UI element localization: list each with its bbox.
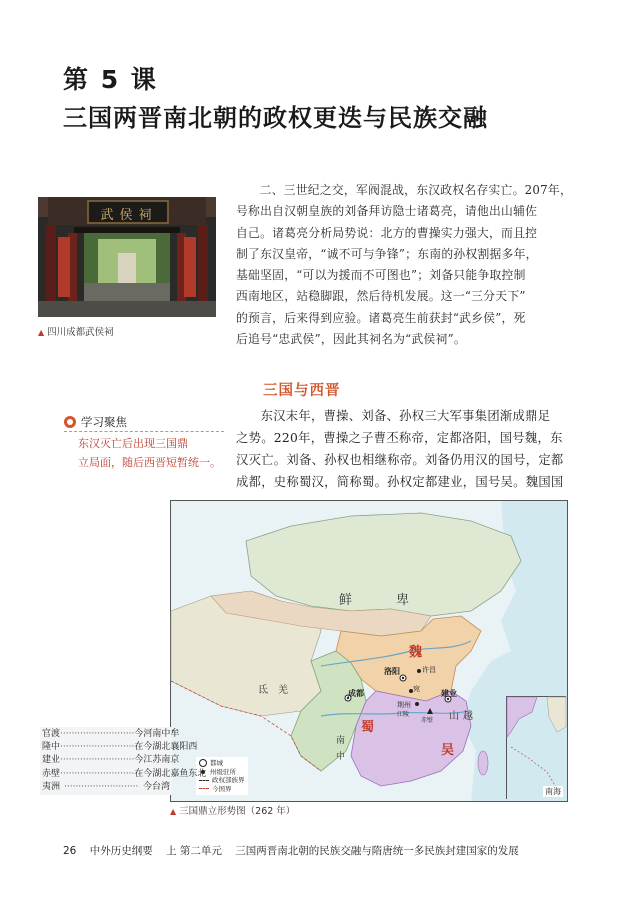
leader-dots: ·························· [60, 742, 135, 753]
place-modern-name: 今台湾 [142, 781, 170, 792]
legend-text: 今国界 [212, 784, 232, 793]
place-name: 隆中 [42, 742, 61, 753]
triangle-marker-icon: ▲ [170, 807, 177, 816]
map-label-xuchang: 许昌 [422, 666, 436, 674]
intro-line: 制了东汉皇帝，“诚不可与争锋”；东南的孙权割据多年， [236, 246, 538, 261]
map-label-wu: 吴 [441, 743, 455, 758]
map-label-di: 氐 [258, 685, 268, 696]
wuhou-shrine-photo [38, 197, 216, 317]
map-label-chibi: 赤壁 [421, 717, 434, 724]
map-label-nanzhong-2: 中 [336, 752, 346, 762]
triangle-marker-icon: ▲ [38, 328, 45, 337]
place-name: 夷洲 [42, 781, 61, 792]
map-label-shanyue-2: 越 [463, 711, 473, 722]
map-label-shanyue-1: 山 [449, 711, 459, 722]
place-list-row [42, 741, 198, 754]
learning-focus-text [78, 434, 228, 472]
map-label-wan: 宛 [413, 685, 420, 693]
intro-line: 的预言，后来得到应验。诸葛亮生前获封“武乡侯”，死 [236, 310, 526, 325]
shrine-plaque-text: 武侯祠 [100, 208, 158, 223]
capital-symbol-icon [199, 759, 207, 767]
inset-sea-label: 南海 [545, 787, 561, 796]
place-modern-name: 今江苏南京 [134, 755, 180, 766]
focus-line: 东汉灭亡后出现三国鼎 [78, 437, 188, 450]
body-line: 汉灭亡。刘备、孙权也相继称帝。刘备仍用汉的国号，定都 [236, 453, 564, 467]
book-title: 中外历史纲要 [89, 845, 153, 857]
intro-line: 西南地区，站稳脚跟，然后待机发展。这一“三分天下” [236, 289, 526, 304]
legend-row-modern [199, 785, 245, 794]
map-caption-text: 三国鼎立形势图（262 年） [179, 806, 296, 817]
leader-dots: ·························· [60, 729, 135, 739]
focus-divider [64, 431, 224, 432]
south-sea-inset [506, 696, 566, 799]
map-label-qiang: 羌 [278, 685, 288, 696]
map-label-chengdu: 成都 [348, 689, 364, 698]
book-volume: 上 [166, 845, 177, 857]
place-list-row [42, 754, 180, 767]
body-paragraph [236, 405, 576, 493]
place-name: 建业 [42, 755, 61, 766]
place-name: 赤壁 [42, 768, 61, 779]
modern-border-icon [199, 788, 209, 789]
learning-focus-title-text: 学习聚焦 [81, 415, 127, 429]
legend-text: 政权部族界 [212, 776, 245, 784]
place-modern-name: 在今湖北嘉鱼东北 [134, 768, 207, 779]
place-list-row [42, 781, 170, 794]
photo-caption-text: 四川成都武侯祠 [47, 327, 114, 338]
focus-line: 立局面，随后西晋短暂统一。 [78, 456, 221, 469]
photo-caption [38, 324, 114, 338]
body-line: 成都，史称蜀汉，简称蜀。孙权定都建业，国号吴。魏国国 [236, 475, 564, 489]
leader-dots: ·························· [64, 781, 139, 792]
map-label-shu: 蜀 [361, 720, 375, 735]
place-list-row [42, 768, 207, 781]
intro-line: 二、三世纪之交，军阀混战，东汉政权名存实亡。207年， [259, 183, 572, 197]
intro-line: 号称出自汉朝皇族的刘备拜访隐士诸葛亮，请他出山辅佐 [236, 204, 538, 219]
place-list-row [42, 728, 180, 741]
map-label-jianye: 建业 [441, 689, 457, 698]
map-label-wei: 魏 [409, 645, 423, 660]
place-name: 官渡 [42, 729, 61, 739]
place-modern-name: 在今湖北襄阳西 [134, 742, 198, 753]
focus-gear-icon [64, 416, 76, 428]
body-line: 东汉末年，曹操、刘备、孙权三大军事集团渐成鼎足 [260, 409, 551, 423]
legend-text: 州级驻所 [210, 767, 236, 776]
body-line: 之势。220年，曹操之子曹丕称帝，定都洛阳，国号魏，东 [236, 431, 563, 445]
place-name-list [40, 727, 207, 795]
map-caption [170, 803, 295, 817]
intro-line: 后追号“忠武侯”，因此其祠名为“武侯祠”。 [236, 332, 466, 347]
unit-title: 三国两晋南北朝的民族交融与隋唐统一多民族封建国家的发展 [235, 845, 519, 857]
intro-paragraph [236, 180, 576, 350]
page-footer [63, 843, 519, 858]
legend-row-capital [199, 759, 245, 768]
map-label-xianbei-2: 卑 [396, 593, 410, 608]
map-label-xianbei-1: 鲜 [339, 593, 353, 608]
section-heading: 三国与西晋 [263, 383, 341, 399]
intro-line: 自己。诸葛亮分析局势说：北方的曹操实力强大，而且控 [236, 225, 538, 240]
page-number: 26 [63, 845, 77, 857]
lesson-title: 三国两晋南北朝的政权更迭与民族交融 [63, 104, 488, 132]
map-label-jingzhou: 荆州 [397, 701, 411, 709]
unit-number: 第二单元 [179, 845, 222, 857]
legend-text: 都城 [210, 759, 223, 767]
map-label-nanzhong-1: 南 [336, 736, 346, 746]
leader-dots: ·························· [60, 768, 135, 779]
map-label-luoyang: 洛阳 [384, 667, 400, 676]
lesson-number: 第 5 课 [63, 65, 158, 94]
learning-focus-title [64, 414, 127, 430]
leader-dots: ·························· [60, 755, 135, 766]
place-modern-name: 今河南中牟 [134, 729, 180, 739]
map-label-jiangling: 江陵 [397, 711, 410, 718]
intro-line: 基础坚固，“可以为援而不可图也”；刘备只能争取控制 [236, 268, 526, 283]
